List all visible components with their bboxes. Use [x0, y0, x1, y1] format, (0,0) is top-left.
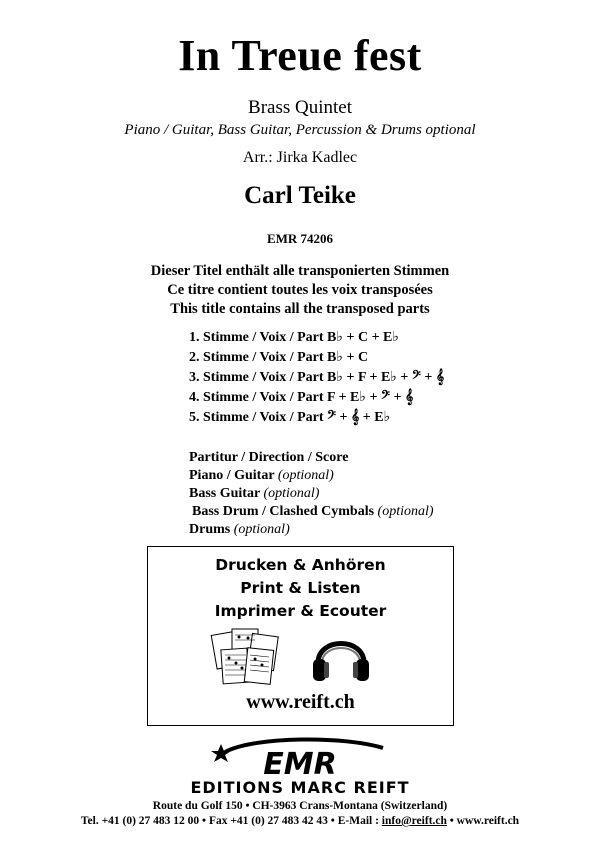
score-list: [189, 449, 434, 539]
print-listen-box: [147, 546, 454, 726]
publisher-contact: Tel. +41 (0) 27 483 12 00 • Fax +41 (0) 27 483 42 43 • E-Mail : info@reift.ch • www.reift.ch: [80, 815, 520, 827]
composer-name: Carl Teike: [244, 182, 356, 209]
part-item: 4. Stimme / Voix / Part F + E♭ + 𝄢 + 𝄞: [189, 390, 414, 405]
ensemble-subtitle: Brass Quintet: [248, 97, 352, 118]
catalog-number: EMR 74206: [266, 231, 334, 246]
notice-line-fr: Ce titre contient toutes les voix transposées: [167, 282, 433, 298]
page-title: In Treue fest: [178, 31, 422, 80]
svg-text:EMR: EMR: [263, 747, 337, 782]
score-item: Partitur / Direction / Score: [189, 450, 349, 465]
score-item: Piano / Guitar (optional): [189, 468, 334, 483]
score-item: Drums (optional): [189, 522, 290, 537]
score-item: Bass Guitar (optional): [189, 486, 320, 501]
email-link[interactable]: info@reift.ch: [381, 815, 447, 827]
publisher-name: EDITIONS MARC REIFT: [190, 778, 410, 797]
transposed-notice: [0, 262, 600, 319]
publisher-address: Route du Golf 150 • CH-3963 Crans-Montana (Switzerland): [152, 800, 448, 812]
headphones-icon: [310, 625, 372, 687]
part-item: 1. Stimme / Voix / Part B♭ + C + E♭: [189, 330, 399, 345]
sheet-music-icon: [210, 627, 282, 685]
part-item: 2. Stimme / Voix / Part B♭ + C: [189, 350, 369, 365]
part-item: 3. Stimme / Voix / Part B♭ + F + E♭ + 𝄢 + 𝄞: [189, 370, 445, 385]
notice-line-en: This title contains all the transposed parts: [170, 301, 430, 317]
website-link[interactable]: www.reift.ch: [246, 691, 355, 713]
instrumentation-line: Piano / Guitar, Bass Guitar, Percussion & Drums optional: [124, 122, 476, 138]
part-item: 5. Stimme / Voix / Part 𝄢 + 𝄞 + E♭: [189, 410, 391, 425]
box-line-en: Print & Listen: [240, 579, 361, 597]
score-item: Bass Drum / Clashed Cymbals (optional): [192, 504, 434, 519]
box-line-fr: Imprimer & Ecouter: [214, 602, 387, 620]
arranger-line: Arr.: Jirka Kadlec: [242, 149, 358, 166]
parts-list: [189, 328, 444, 428]
notice-line-de: Dieser Titel enthält alle transponierten Stimmen: [150, 263, 450, 279]
box-line-de: Drucken & Anhören: [215, 556, 386, 574]
